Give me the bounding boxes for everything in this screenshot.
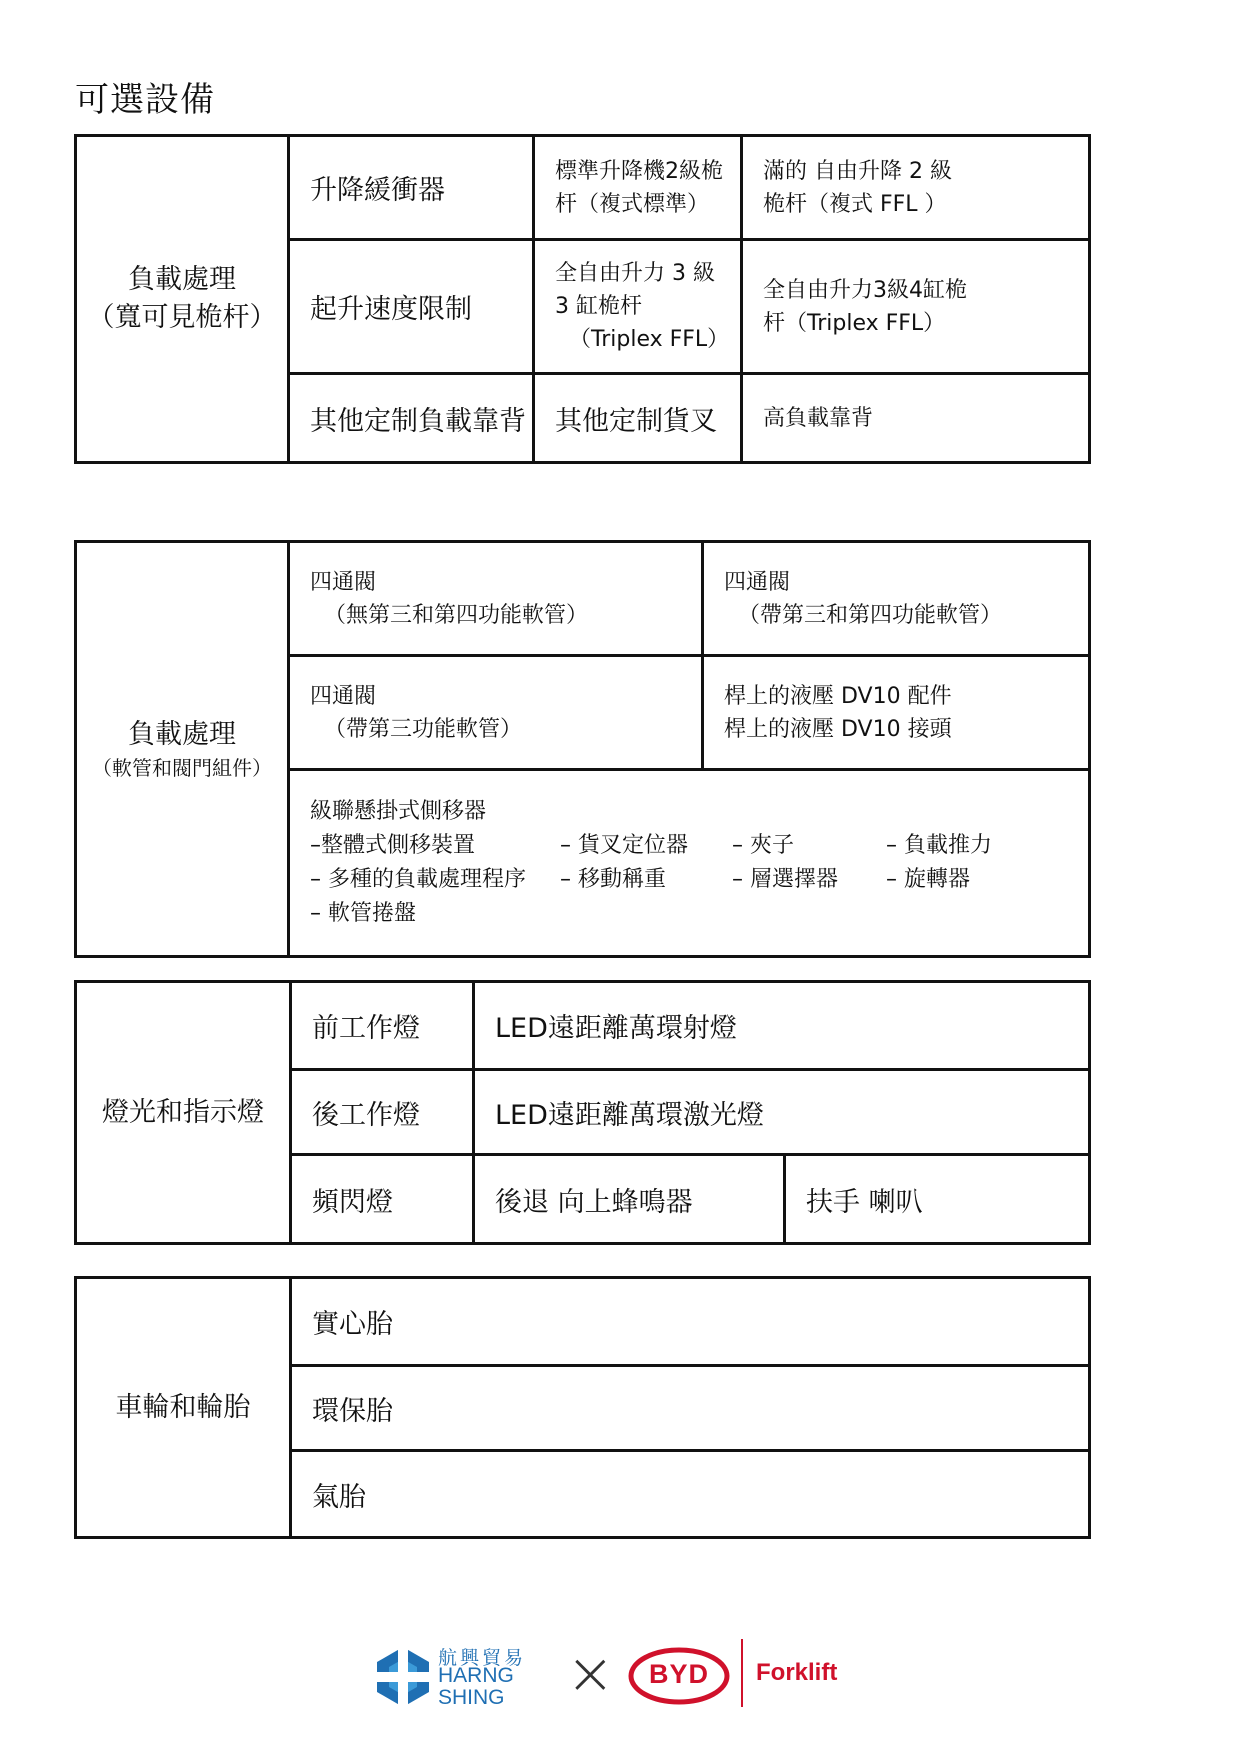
- valve-cell: [704, 543, 1088, 654]
- category-cell: [77, 1279, 289, 1536]
- attachment-item: –整體式側移裝置: [310, 833, 476, 858]
- row-name: 後工作燈: [312, 1099, 420, 1131]
- option-line: 杆（Triplex FFL）: [763, 310, 946, 336]
- row-name: 升降緩衝器: [310, 175, 445, 206]
- category-cell: [77, 983, 289, 1242]
- option-line: （Triplex FFL）: [569, 327, 730, 352]
- tire-option: 實心胎: [312, 1309, 393, 1340]
- logo-divider: [741, 1639, 743, 1707]
- row-value: 後退 向上蜂鳴器: [495, 1186, 693, 1218]
- table-wheels-tires: [74, 1276, 1091, 1539]
- harng-shing-line1: HARNG: [438, 1664, 514, 1687]
- harng-shing-logo-icon: [373, 1645, 433, 1709]
- tire-option: 氣胎: [312, 1481, 366, 1513]
- page-title: 可選設備: [75, 80, 215, 120]
- harng-shing-line2: SHING: [438, 1686, 505, 1709]
- valve-desc: （帶第三和第四功能軟管）: [738, 602, 1003, 628]
- option-line: 3 缸桅杆: [555, 294, 642, 319]
- category-cell: [77, 543, 287, 955]
- byd-logo-text: BYD: [648, 1659, 709, 1689]
- option-line: 桅杆（複式 FFL ）: [763, 191, 947, 217]
- valve-desc: （無第三和第四功能軟管）: [324, 602, 589, 628]
- valve-title: 四通閥: [310, 683, 377, 709]
- attachments-cell: [310, 771, 1088, 955]
- category-label: 燈光和指示燈: [102, 1096, 264, 1128]
- hydraulic-line: 桿上的液壓 DV10 接頭: [724, 716, 952, 742]
- option-cell: [535, 137, 740, 238]
- option-cell: 高負載靠背: [763, 405, 874, 431]
- attachment-item: – 軟管捲盤: [310, 901, 416, 926]
- attachments-title: 級聯懸掛式側移器: [310, 799, 487, 824]
- harng-shing-chinese: 航興貿易: [438, 1648, 527, 1669]
- row-value: LED遠距離萬環射燈: [495, 1013, 737, 1044]
- option-line: 滿的 自由升降 2 級: [763, 158, 952, 184]
- row-name: 起升速度限制: [310, 294, 472, 325]
- hydraulic-line: 桿上的液壓 DV10 配件: [724, 683, 952, 709]
- table-load-handling-hoses: [74, 540, 1091, 958]
- valve-desc: （帶第三功能軟管）: [324, 716, 523, 742]
- row-name: 前工作燈: [312, 1013, 420, 1044]
- table-lighting: [74, 980, 1091, 1245]
- hydraulic-cell: [704, 657, 1088, 768]
- attachment-item: – 夾子: [732, 833, 794, 858]
- row-name: 頻閃燈: [312, 1186, 393, 1218]
- table-load-handling-mast: [74, 134, 1091, 464]
- row-name: 其他定制負載靠背: [310, 405, 526, 437]
- attachment-item: – 旋轉器: [886, 867, 970, 892]
- row-value: 扶手 喇叭: [806, 1186, 923, 1218]
- attachment-item: – 貨叉定位器: [560, 833, 688, 858]
- option-line: 標準升降機2級桅: [555, 158, 723, 184]
- row-value: LED遠距離萬環激光燈: [495, 1099, 764, 1131]
- option-cell: [743, 241, 1088, 372]
- attachment-item: – 多種的負載處理程序: [310, 867, 526, 892]
- attachment-item: – 負載推力: [886, 833, 992, 858]
- valve-title: 四通閥: [310, 569, 377, 595]
- category-cell: [77, 137, 287, 461]
- attachment-item: – 移動稱重: [560, 867, 666, 892]
- cross-icon: ×: [566, 1639, 615, 1707]
- option-line: 杆（複式標準）: [555, 191, 710, 217]
- footer-logos: [0, 1635, 1241, 1715]
- option-cell: [535, 241, 740, 372]
- valve-title: 四通閥: [724, 569, 791, 595]
- category-label: 車輪和輪胎: [115, 1391, 251, 1423]
- category-sub-label: （軟管和閥門組件）: [92, 755, 272, 780]
- tire-option: 環保胎: [312, 1395, 393, 1427]
- option-line: 全自由升力 3 級: [555, 261, 715, 286]
- attachment-item: – 層選擇器: [732, 867, 838, 892]
- option-line: 全自由升力3級4缸桅: [763, 277, 967, 303]
- option-cell: [743, 137, 1088, 238]
- forklift-label: Forklift: [756, 1659, 838, 1686]
- category-sub-label: （寬可見桅杆）: [87, 302, 277, 333]
- attachments-grid: [310, 829, 1046, 931]
- category-label: 負載處理: [128, 719, 236, 751]
- category-label: 負載處理: [128, 264, 236, 296]
- valve-cell: [290, 657, 701, 768]
- option-cell: 其他定制貨叉: [555, 405, 717, 437]
- valve-cell: [290, 543, 701, 654]
